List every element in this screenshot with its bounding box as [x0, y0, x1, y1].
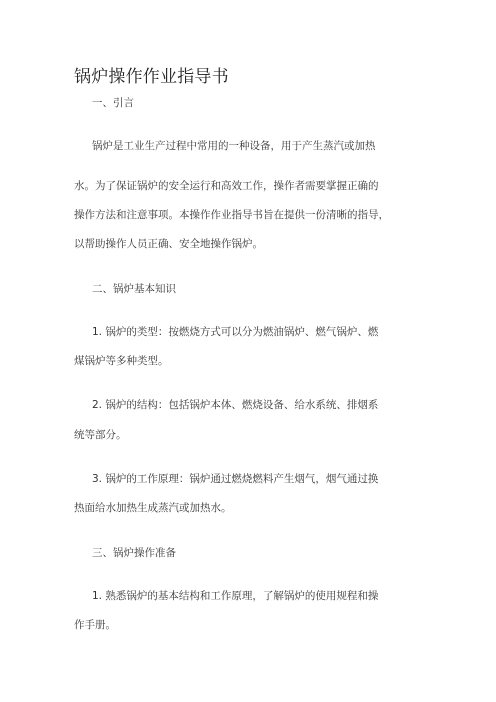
basics-item-1-line-2: 煤锅炉等多种类型。 — [74, 355, 169, 367]
basics-item-3-line-2: 热面给水加热生成蒸汽或加热水。 — [74, 502, 232, 514]
document-title: 锅炉操作作业指导书 — [74, 67, 229, 87]
section-heading-prep: 三、锅炉操作准备 — [92, 547, 176, 559]
basics-item-2-line-1: 2. 锅炉的结构：包括锅炉本体、燃烧设备、给水系统、排烟系 — [92, 399, 379, 411]
prep-item-1-line-1: 1. 熟悉锅炉的基本结构和工作原理，了解锅炉的使用规程和操 — [92, 590, 379, 602]
prep-item-1-line-2: 作手册。 — [74, 619, 116, 631]
intro-line-4: 以帮助操作人员正确、安全地操作锅炉。 — [74, 238, 263, 250]
section-heading-basics: 二、锅炉基本知识 — [92, 283, 176, 295]
intro-line-3: 操作方法和注意事项。本操作作业指导书旨在提供一份清晰的指导， — [74, 209, 389, 221]
basics-item-3-line-1: 3. 锅炉的工作原理：锅炉通过燃烧燃料产生烟气，烟气通过换 — [92, 473, 379, 485]
section-heading-intro: 一、引言 — [92, 97, 134, 109]
intro-line-2: 水。为了保证锅炉的安全运行和高效工作，操作者需要掌握正确的 — [74, 180, 379, 192]
basics-item-2-line-2: 统等部分。 — [74, 429, 127, 441]
intro-line-1: 锅炉是工业生产过程中常用的一种设备，用于产生蒸汽或加热 — [92, 140, 376, 152]
basics-item-1-line-1: 1. 锅炉的类型：按燃烧方式可以分为燃油锅炉、燃气锅炉、燃 — [92, 326, 379, 338]
